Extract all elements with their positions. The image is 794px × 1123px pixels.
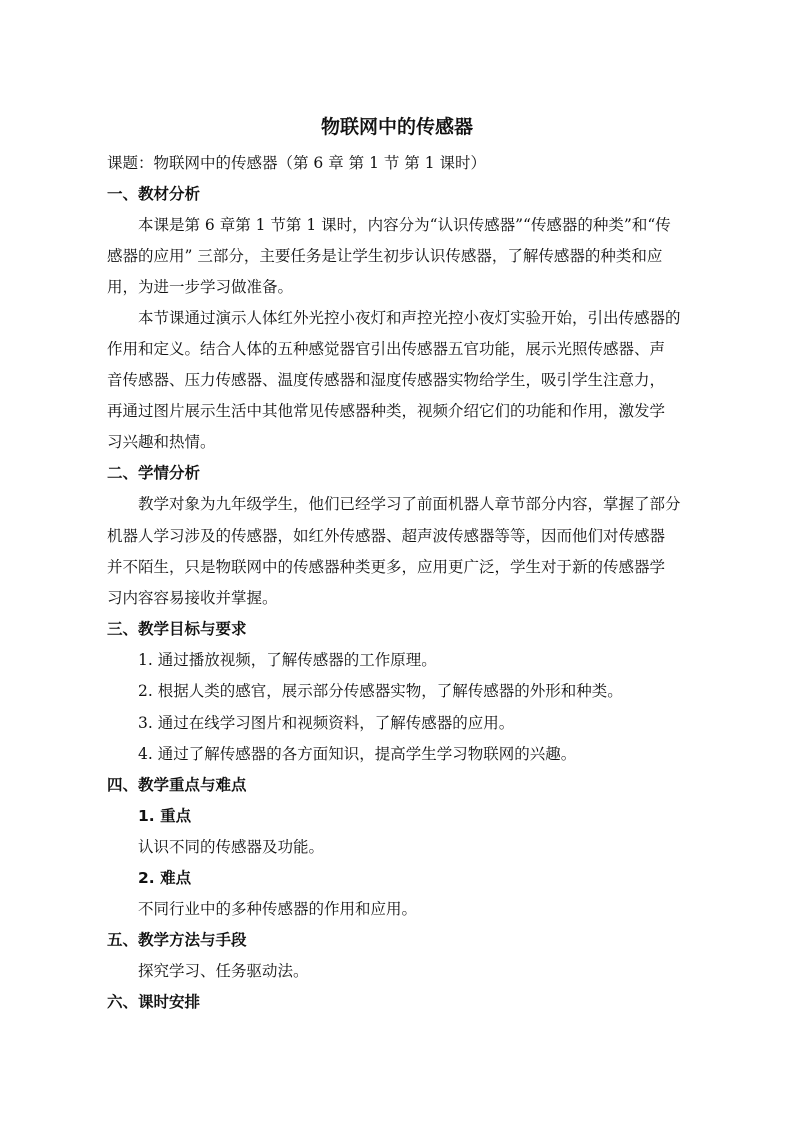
document-title: 物联网中的传感器: [320, 116, 473, 138]
paragraph-line: 探究学习、任务驱动法。: [138, 962, 309, 980]
course-info: 课题：物联网中的传感器（第 6 章 第 1 节 第 1 课时）: [107, 154, 487, 172]
paragraph-line: 作用和定义。结合人体的五种感觉器官引出传感器五官功能，展示光照传感器、声: [107, 340, 666, 358]
section-heading-textbook-analysis: 一、教材分析: [107, 185, 201, 203]
list-item: 2. 根据人类的感官，展示部分传感器实物，了解传感器的外形和种类。: [138, 682, 623, 700]
paragraph-line: 习内容容易接收并掌握。: [107, 589, 278, 607]
paragraph-line: 机器人学习涉及的传感器，如红外传感器、超声波传感器等等，因而他们对传感器: [107, 527, 666, 545]
paragraph-line: 音传感器、压力传感器、温度传感器和湿度传感器实物给学生，吸引学生注意力，: [107, 371, 666, 389]
subheading-key-point: 1. 重点: [138, 807, 192, 825]
list-item: 4. 通过了解传感器的各方面知识，提高学生学习物联网的兴趣。: [138, 745, 577, 763]
section-heading-methods: 五、教学方法与手段: [107, 931, 247, 949]
section-heading-learner-analysis: 二、学情分析: [107, 464, 201, 482]
subheading-difficulty: 2. 难点: [138, 869, 192, 887]
list-item: 1. 通过播放视频，了解传感器的工作原理。: [138, 651, 437, 669]
paragraph-line: 认识不同的传感器及功能。: [138, 838, 325, 856]
paragraph-line: 不同行业中的多种传感器的作用和应用。: [138, 900, 418, 918]
list-item: 3. 通过在线学习图片和视频资料，了解传感器的应用。: [138, 714, 515, 732]
paragraph-line: 用，为进一步学习做准备。: [107, 278, 294, 296]
section-heading-schedule: 六、课时安排: [107, 993, 201, 1011]
section-heading-key-points: 四、教学重点与难点: [107, 776, 247, 794]
paragraph-line: 本课是第 6 章第 1 节第 1 课时，内容分为“认识传感器”“传感器的种类”和“传: [138, 216, 671, 234]
paragraph-line: 再通过图片展示生活中其他常见传感器种类，视频介绍它们的功能和作用，激发学: [107, 402, 666, 420]
paragraph-line: 教学对象为九年级学生，他们已经学习了前面机器人章节部分内容，掌握了部分: [138, 495, 681, 513]
section-heading-objectives: 三、教学目标与要求: [107, 620, 247, 638]
paragraph-line: 并不陌生，只是物联网中的传感器种类更多，应用更广泛，学生对于新的传感器学: [107, 558, 666, 576]
paragraph-line: 习兴趣和热情。: [107, 433, 216, 451]
paragraph-line: 本节课通过演示人体红外光控小夜灯和声控光控小夜灯实验开始，引出传感器的: [138, 309, 681, 327]
paragraph-line: 感器的应用” 三部分，主要任务是让学生初步认识传感器，了解传感器的种类和应: [107, 247, 663, 265]
